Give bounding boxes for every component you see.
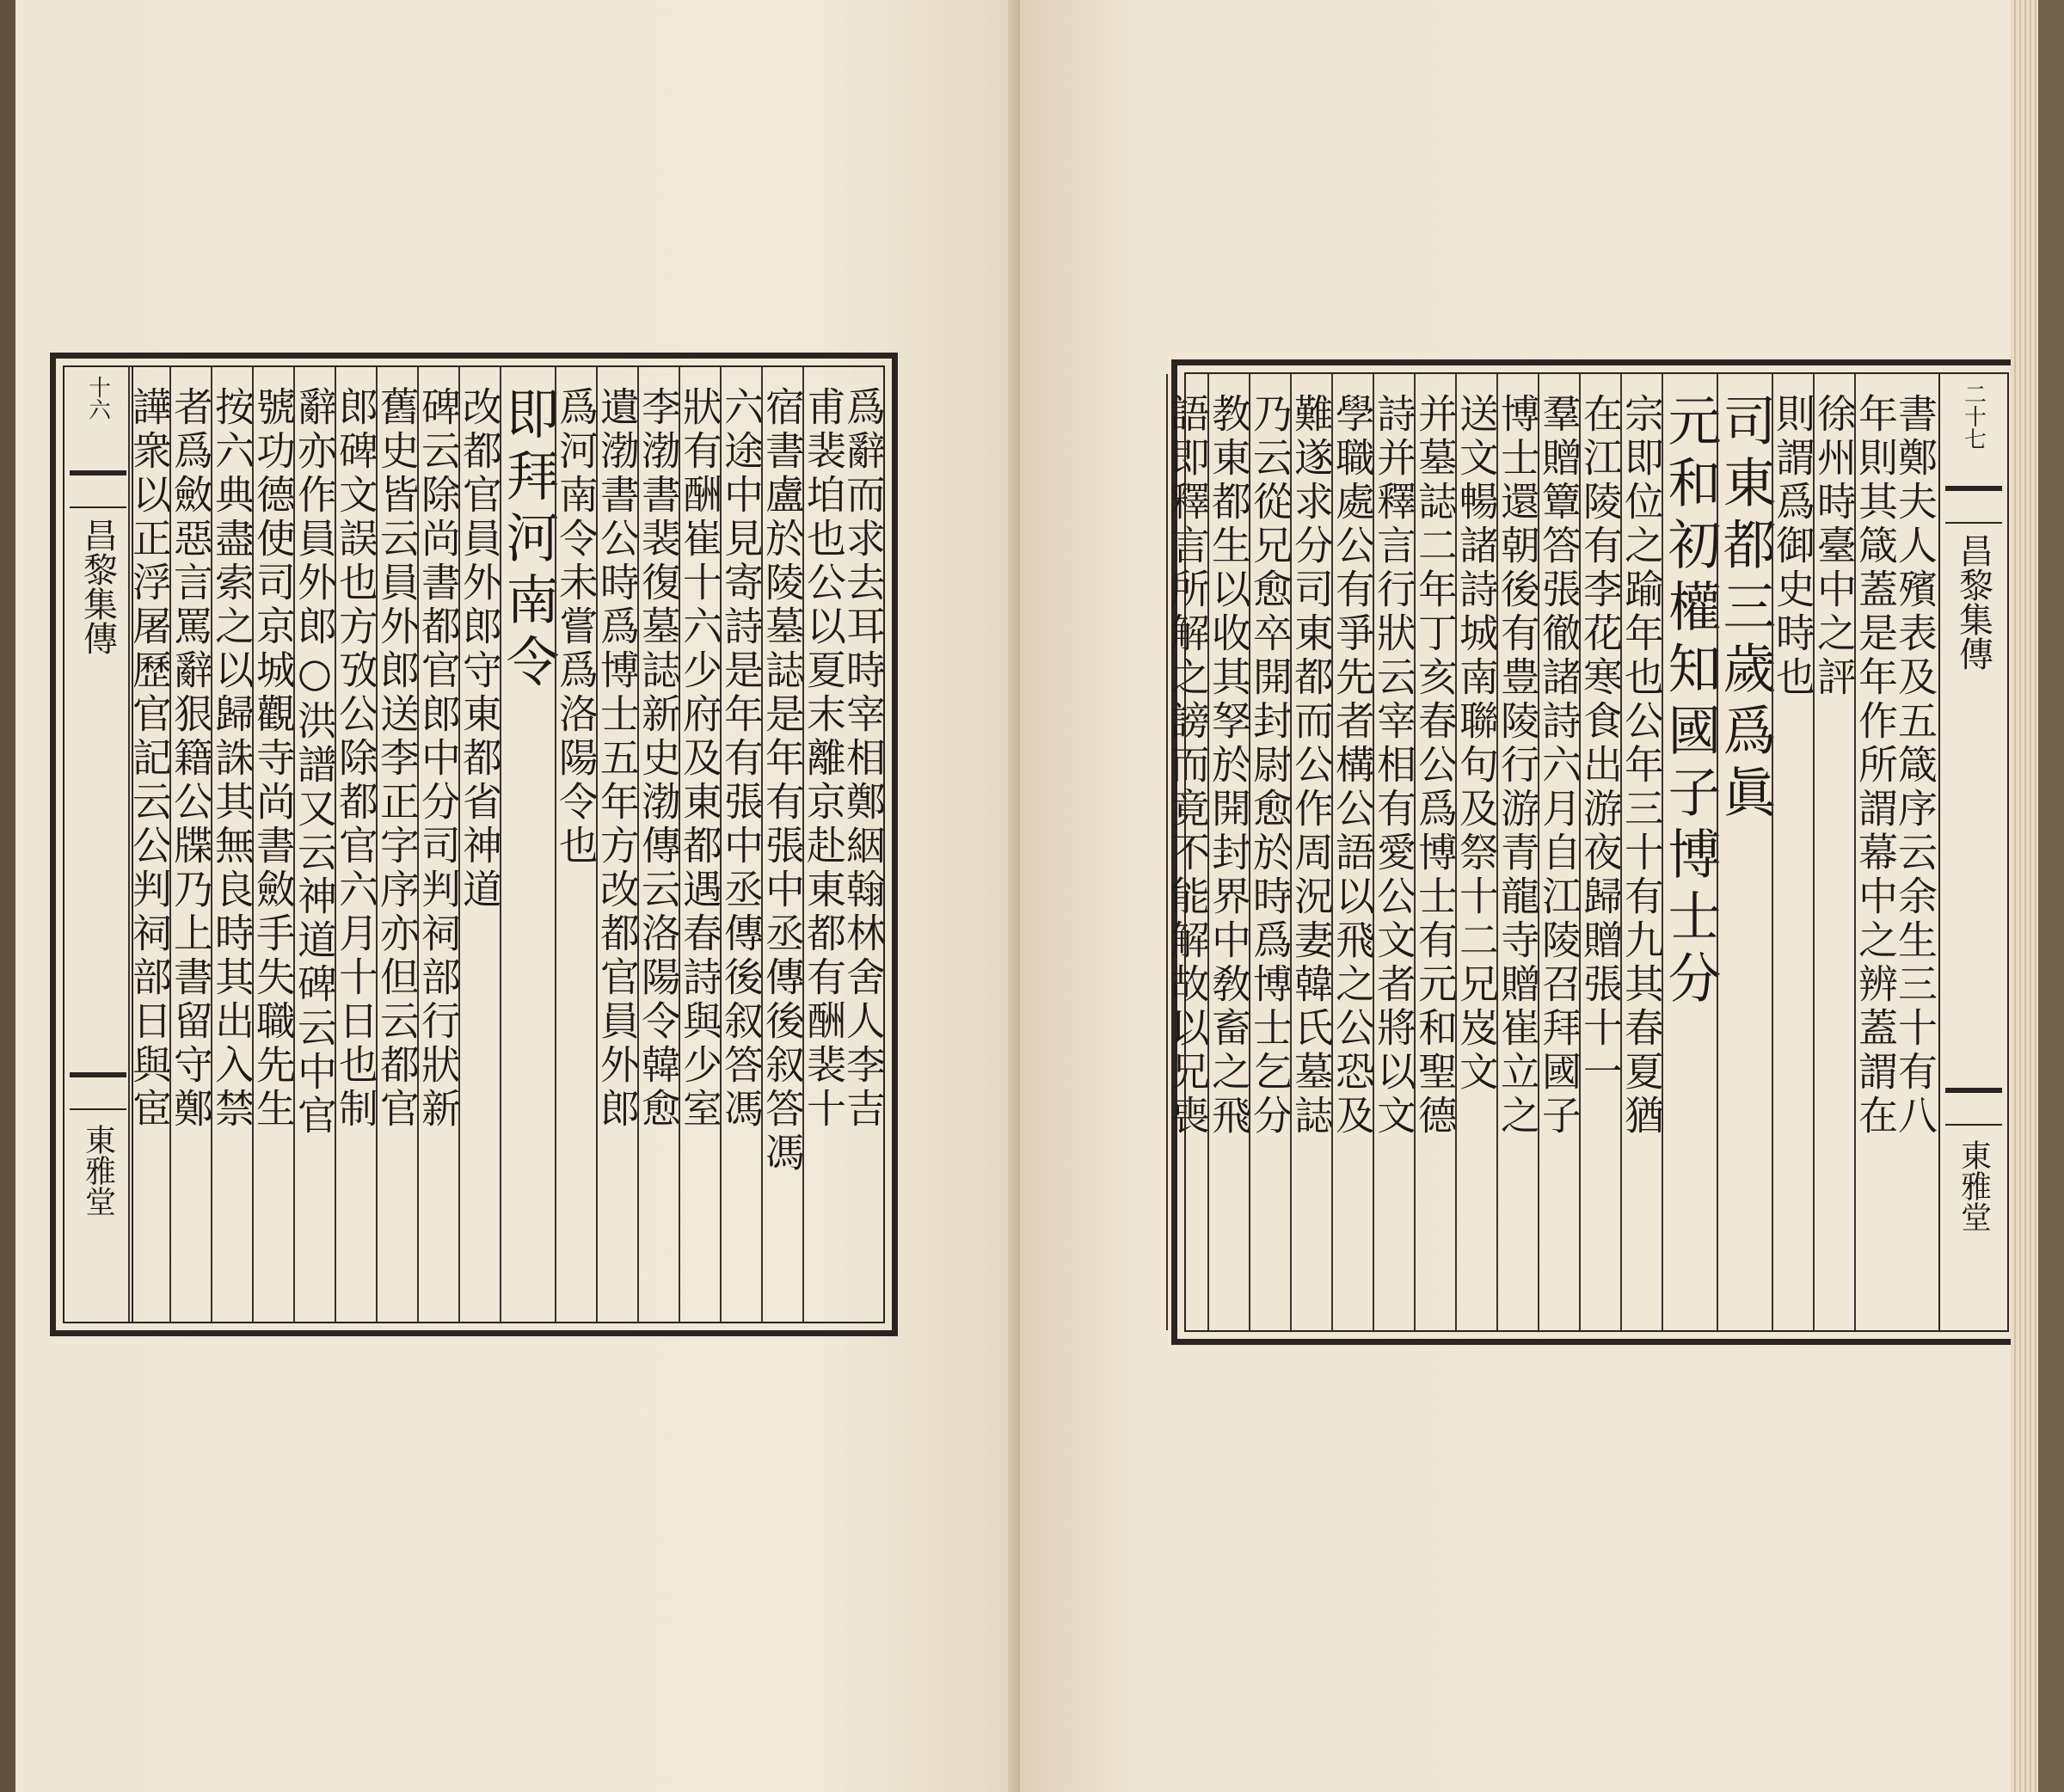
text-column: 六途中見寄詩是年有張中丞傳後叙答馮	[720, 367, 761, 1322]
text-column: 則謂爲御史時也	[1772, 374, 1813, 1330]
text-column: 郎碑文誤也方攷公除都官六月十日也制	[335, 367, 376, 1322]
right-book-title: 昌黎集傳	[1953, 533, 1993, 671]
text-column: 博士還朝後有豊陵行游青龍寺贈崔立之	[1496, 374, 1538, 1330]
text-column: 爲河南令未嘗爲洛陽令也	[555, 367, 596, 1322]
text-column: 譁衆以正浮屠歷官記云公判祠部日與宦	[128, 367, 169, 1322]
text-column: 詩并釋言行狀云宰相有愛公文者將以文	[1373, 374, 1414, 1330]
text-column: 號功德使司京城觀寺尚書斂手失職先生	[252, 367, 293, 1322]
text-column: 爲辭而求去耳時宰相鄭絪翰林舍人李吉	[840, 386, 887, 1132]
text-column: 辭亦作員外郎○洪譜又云神道碑云中官	[293, 367, 335, 1322]
text-column: 徐州時臺中之評	[1813, 374, 1854, 1330]
text-column: 者爲斂惡言罵辭狠籍公牒乃上書留守鄭	[169, 367, 211, 1322]
text-column: 按六典盡索之以歸誅其無良時其出入禁	[211, 367, 252, 1322]
left-text-frame	[50, 353, 898, 1336]
right-center-strip	[1938, 374, 2009, 1330]
text-column: 司東都三歲爲眞	[1717, 374, 1772, 1330]
book-cover-edge	[0, 0, 17, 1792]
text-column: 在江陵有李花寒食出游夜歸贈張十一	[1579, 374, 1620, 1330]
text-column: 舊史皆云員外郎送李正字序亦但云都官	[376, 367, 417, 1322]
right-text-frame	[1164, 359, 2022, 1345]
right-page	[1020, 0, 2038, 1792]
left-publisher-mark: 東雅堂	[80, 1124, 116, 1217]
text-column: 學職處公有爭先者構公語以飛之公恐及	[1331, 374, 1373, 1330]
text-column: 年則其箴蓋是年作所謂幕中之辨蓋謂在	[1854, 374, 1895, 1330]
text-column: 宿書盧於陵墓誌是年有張中丞傳後叙答馮	[761, 367, 802, 1322]
text-column: 送文暢諸詩城南聯句及祭十二兄岌文	[1455, 374, 1496, 1330]
right-folio-number: 二十七	[1960, 383, 1987, 450]
left-lower-fish-tail	[70, 1072, 126, 1110]
left-book-title: 昌黎集傳	[77, 518, 118, 655]
left-text-columns	[126, 367, 887, 1322]
left-page	[15, 0, 1020, 1792]
right-text-columns	[1164, 374, 1938, 1330]
right-publisher-mark: 東雅堂	[1956, 1139, 1992, 1232]
text-column: 改都官員外郎守東都省神道	[458, 367, 500, 1322]
text-column: 遺渤書公時爲博士五年方改都官員外郎	[596, 367, 637, 1322]
text-column: 即拜河南令	[500, 367, 555, 1322]
text-column: 教東都生以收其孥於開封界中敎畜之飛	[1207, 374, 1249, 1330]
text-column: 羣贈簟答張徹諸詩六月自江陵召拜國子	[1538, 374, 1579, 1330]
text-column: 元和初權知國子博士分	[1662, 374, 1717, 1330]
left-folio-number: 十六	[84, 376, 111, 420]
text-column: 語即釋言所解之謗而竟不能解故以兄喪	[1166, 374, 1207, 1330]
left-upper-fish-tail	[70, 470, 126, 508]
page-stack-edge	[2011, 0, 2038, 1792]
text-column: 并墓誌二年丁亥春公爲博士有元和聖德	[1414, 374, 1455, 1330]
text-column: 狀有酬崔十六少府及東都遇春詩與少室	[679, 367, 720, 1322]
text-column: 書鄭夫人殯表及五箴序云余生三十有八	[1892, 393, 1938, 1138]
right-lower-fish-tail	[1945, 1088, 2002, 1126]
text-column: 宗即位之踰年也公年三十有九其春夏猶	[1620, 374, 1662, 1330]
text-column: 碑云除尚書都官郎中分司判祠部行狀新	[417, 367, 458, 1322]
text-column: 乃云從兄愈卒開封尉愈於時爲博士乞分	[1249, 374, 1290, 1330]
right-upper-fish-tail	[1945, 486, 2002, 524]
left-center-strip	[63, 367, 133, 1322]
text-column: 甫裴垍也公以夏末離京赴東都有酬裴十	[802, 367, 844, 1322]
text-column: 李渤書裴復墓誌新史渤傳云洛陽令韓愈	[637, 367, 679, 1322]
text-column: 難遂求分司東都而公作周況妻韓氏墓誌	[1290, 374, 1331, 1330]
